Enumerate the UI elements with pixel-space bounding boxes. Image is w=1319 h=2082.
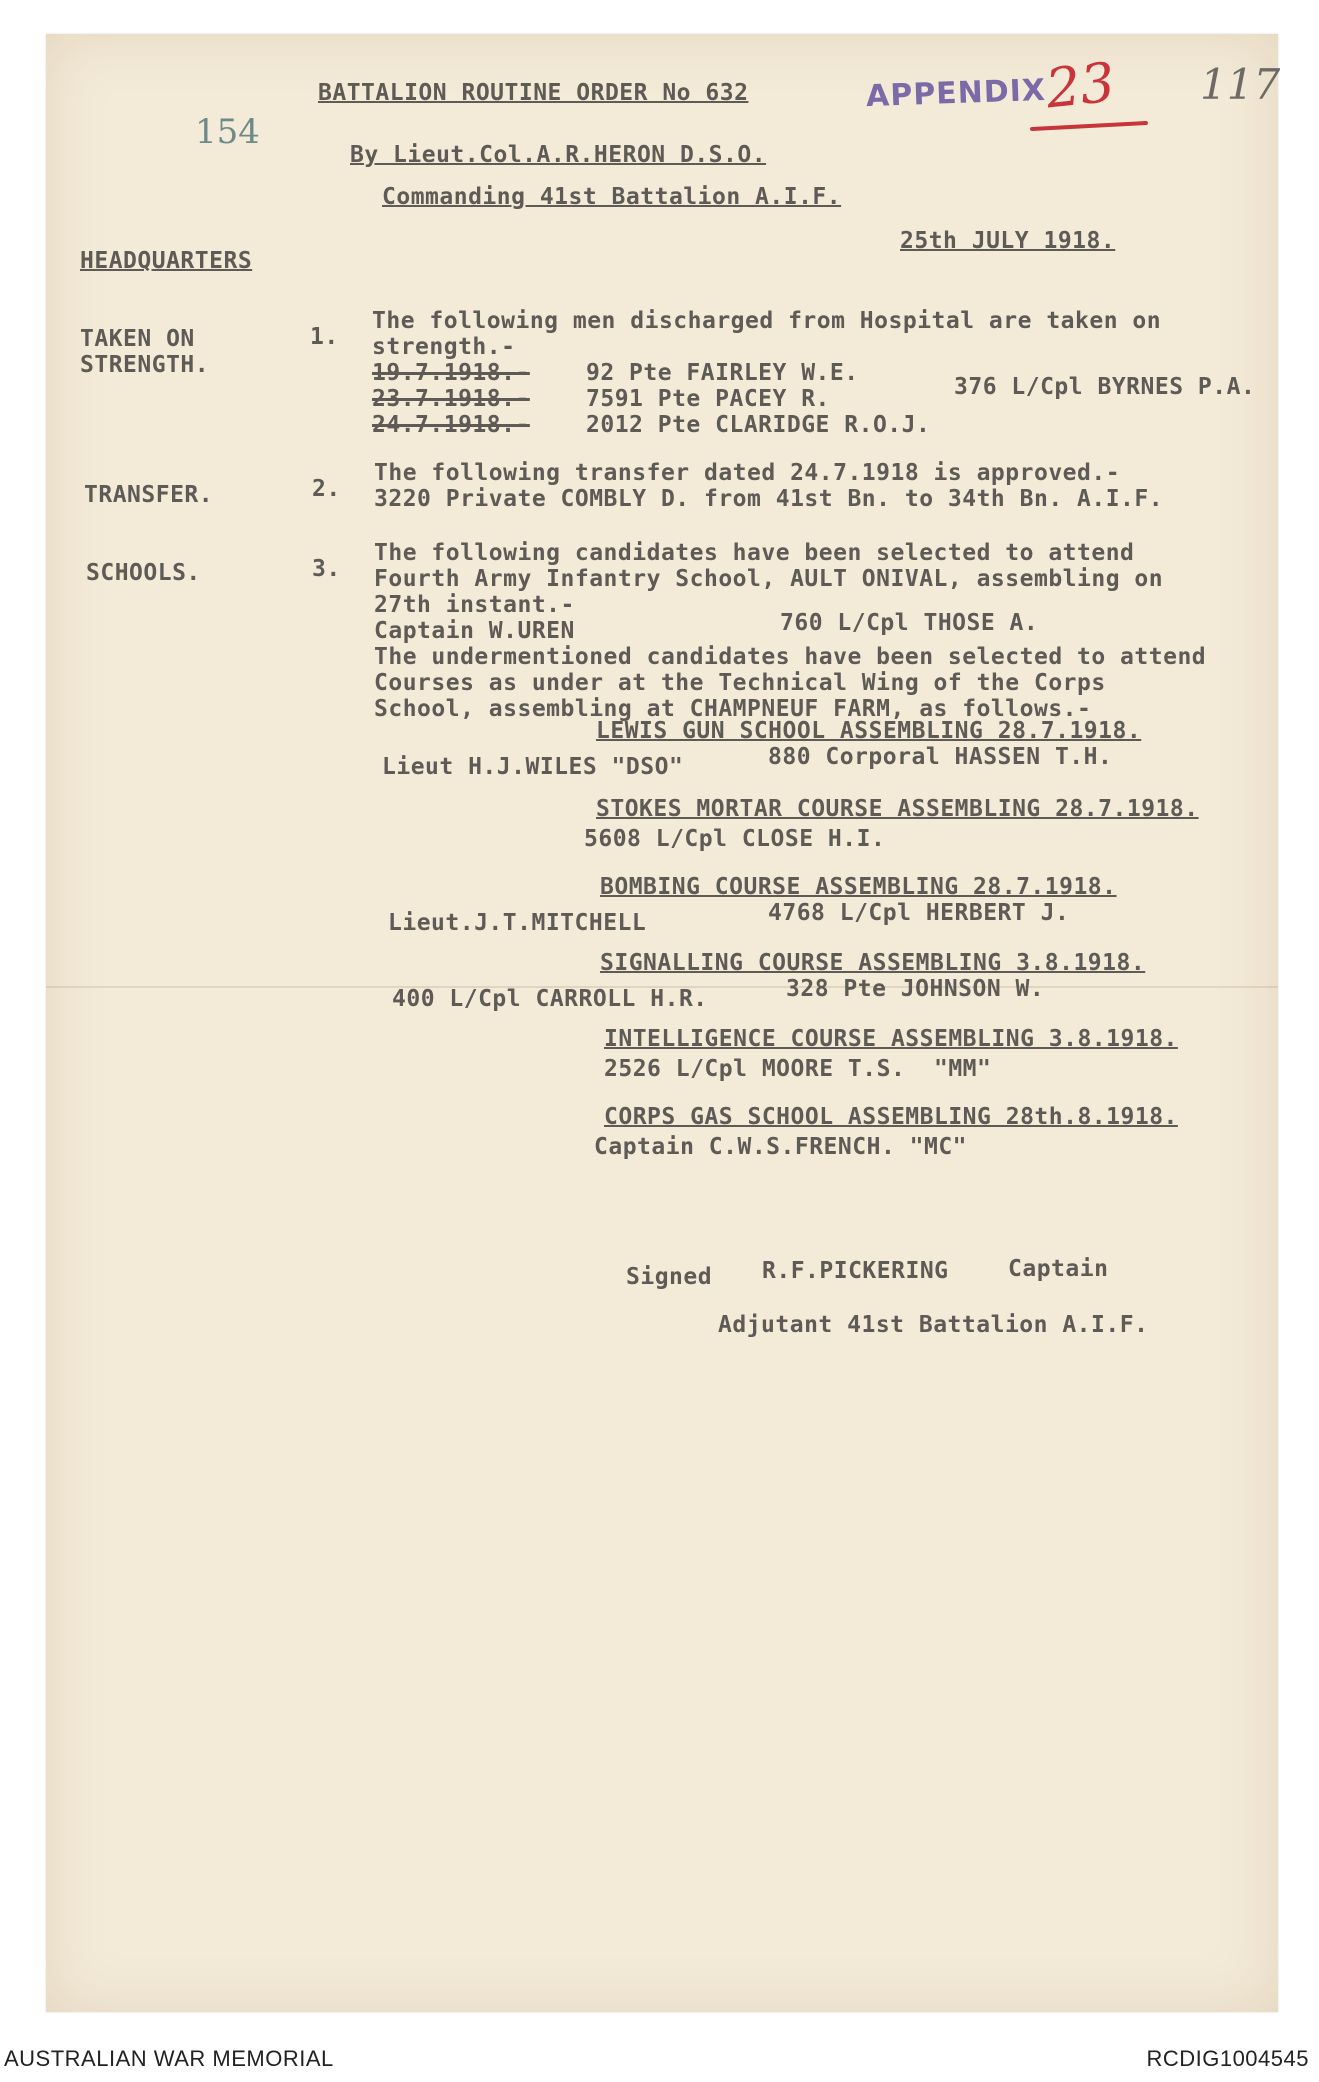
schools-candidate-right: 760 L/Cpl THOSE A. [780, 610, 1039, 636]
pencil-folio-number: 117 [1200, 60, 1281, 109]
signalling-course-title: SIGNALLING COURSE ASSEMBLING 3.8.1918. [600, 950, 1146, 976]
footer-institution: AUSTRALIAN WAR MEMORIAL [4, 2046, 334, 2071]
lewis-candidate-left: Lieut H.J.WILES "DSO" [382, 754, 684, 780]
taken-date-2: 23.7.1918.- [372, 386, 530, 412]
schools-line-5: Courses as under at the Technical Wing of the Corps [374, 670, 1106, 696]
transfer-line-2: 3220 Private COMBLY D. from 41st Bn. to 34th Bn. A.I.F. [374, 486, 1164, 512]
bombing-candidate-right: 4768 L/Cpl HERBERT J. [768, 900, 1070, 926]
item-number-3: 3. [312, 556, 341, 582]
by-line: By Lieut.Col.A.R.HERON D.S.O. [350, 142, 767, 168]
signalling-candidate-right: 328 Pte JOHNSON W. [786, 976, 1045, 1002]
taken-entry-3: 2012 Pte CLARIDGE R.O.J. [586, 412, 931, 438]
schools-line-3: 27th instant.- [374, 592, 575, 618]
taken-extra-1: 376 L/Cpl BYRNES P.A. [954, 374, 1256, 400]
appendix-number: 23 [1042, 50, 1118, 121]
section-heading: HEADQUARTERS [80, 248, 253, 274]
footer-record-id: RCDIG1004545 [1146, 2046, 1309, 2071]
taken-text-line-2: strength.- [372, 334, 516, 360]
taken-text-line-1: The following men discharged from Hospital are taken on [372, 308, 1162, 334]
item-number-1: 1. [310, 324, 339, 350]
taken-entry-1: 92 Pte FAIRLEY W.E. [586, 360, 859, 386]
signatory-name: R.F.PICKERING [762, 1258, 949, 1284]
signatory-rank: Captain [1008, 1256, 1109, 1282]
order-date: 25th JULY 1918. [900, 228, 1116, 254]
taken-on-strength-label: TAKEN ON [80, 326, 195, 352]
schools-line-2: Fourth Army Infantry School, AULT ONIVAL, assembling on [374, 566, 1164, 592]
schools-candidate-left: Captain W.UREN [374, 618, 575, 644]
taken-entry-2: 7591 Pte PACEY R. [586, 386, 830, 412]
signatory-role: Adjutant 41st Battalion A.I.F. [718, 1312, 1149, 1338]
intelligence-candidate: 2526 L/Cpl MOORE T.S. "MM" [604, 1056, 992, 1082]
schools-label: SCHOOLS. [86, 560, 201, 586]
bombing-candidate-left: Lieut.J.T.MITCHELL [388, 910, 647, 936]
taken-date-1: 19.7.1918.- [372, 360, 530, 386]
schools-line-4: The undermentioned candidates have been selected to attend [374, 644, 1207, 670]
stokes-candidate: 5608 L/Cpl CLOSE H.I. [584, 826, 886, 852]
stokes-course-title: STOKES MORTAR COURSE ASSEMBLING 28.7.1918. [596, 796, 1199, 822]
transfer-line-1: The following transfer dated 24.7.1918 is approved.- [374, 460, 1121, 486]
transfer-label: TRANSFER. [84, 482, 214, 508]
signalling-candidate-left: 400 L/Cpl CARROLL H.R. [392, 986, 708, 1012]
bombing-course-title: BOMBING COURSE ASSEMBLING 28.7.1918. [600, 874, 1117, 900]
intelligence-course-title: INTELLIGENCE COURSE ASSEMBLING 3.8.1918. [604, 1026, 1178, 1052]
taken-date-3: 24.7.1918.- [372, 412, 530, 438]
gas-candidate: Captain C.W.S.FRENCH. "MC" [594, 1134, 968, 1160]
signed-word: Signed [626, 1264, 713, 1290]
schools-line-6: School, assembling at CHAMPNEUF FARM, as follows.- [374, 696, 1092, 722]
commanding-line: Commanding 41st Battalion A.I.F. [382, 184, 842, 210]
lewis-candidate-right: 880 Corporal HASSEN T.H. [768, 744, 1113, 770]
lewis-course-title: LEWIS GUN SCHOOL ASSEMBLING 28.7.1918. [596, 718, 1142, 744]
gas-course-title: CORPS GAS SCHOOL ASSEMBLING 28th.8.1918. [604, 1104, 1178, 1130]
order-title: BATTALION ROUTINE ORDER No 632 [318, 80, 749, 106]
appendix-stamp: APPENDIX [865, 72, 1047, 115]
item-number-2: 2. [312, 476, 341, 502]
page-number: 154 [195, 112, 260, 152]
taken-on-strength-label-2: STRENGTH. [80, 352, 210, 378]
schools-line-1: The following candidates have been selected to attend [374, 540, 1135, 566]
